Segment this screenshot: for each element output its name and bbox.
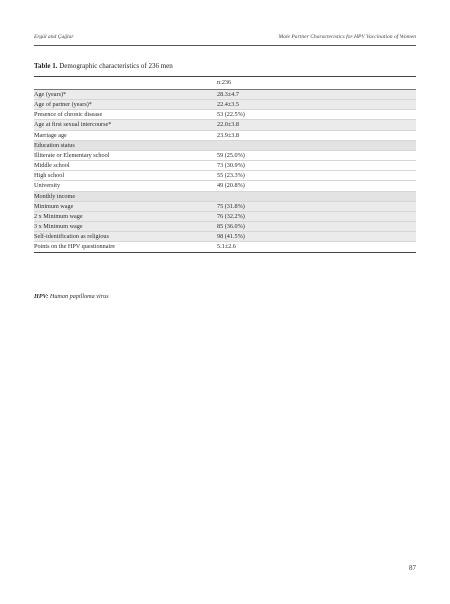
- row-value: [217, 191, 416, 201]
- row-value: 98 (41.5%): [217, 232, 416, 242]
- section-label: Education status: [34, 140, 217, 150]
- table-row: [34, 242, 416, 252]
- row-label: Marriage age: [34, 130, 217, 140]
- footnote-text: Human papilloma virus: [49, 293, 109, 300]
- row-value: 5.1±2.6: [217, 242, 416, 252]
- table-row: [34, 100, 416, 110]
- table-column-header: n:236: [217, 77, 416, 90]
- row-label: Middle school: [34, 161, 217, 171]
- table-header-row: [34, 77, 416, 90]
- header-divider: [34, 45, 416, 46]
- row-label: 3 x Minimum wage: [34, 222, 217, 232]
- demographics-table: [34, 76, 416, 253]
- row-value: [217, 140, 416, 150]
- table-section-row: [34, 140, 416, 150]
- table-row: [34, 222, 416, 232]
- row-label: High school: [34, 171, 217, 181]
- table-row: [34, 110, 416, 120]
- table-row: [34, 161, 416, 171]
- row-value: 49 (20.8%): [217, 181, 416, 191]
- row-label: Age of partner (years)*: [34, 100, 217, 110]
- row-label: Minimum wage: [34, 201, 217, 211]
- table-section-row: [34, 191, 416, 201]
- row-label: University: [34, 181, 217, 191]
- table-footnote: [34, 293, 109, 300]
- header-authors: Ergül and Çağlar: [34, 34, 74, 40]
- footnote-abbreviation: HPV:: [34, 293, 49, 300]
- row-value: 22.0±3.8: [217, 120, 416, 130]
- row-value: 55 (23.3%): [217, 171, 416, 181]
- row-label: Presence of chronic disease: [34, 110, 217, 120]
- row-label: Age at first sexual intercourse*: [34, 120, 217, 130]
- row-value: 23.9±3.8: [217, 130, 416, 140]
- table-row: [34, 90, 416, 100]
- table-caption-label: Table 1.: [34, 62, 58, 70]
- row-value: 73 (30.9%): [217, 161, 416, 171]
- row-value: 75 (31.8%): [217, 201, 416, 211]
- row-label: Illiterate or Elementary school: [34, 150, 217, 160]
- table-caption: [34, 62, 173, 70]
- row-value: 28.3±4.7: [217, 90, 416, 100]
- table-row: [34, 130, 416, 140]
- section-label: Monthly income: [34, 191, 217, 201]
- row-value: 76 (32.2%): [217, 211, 416, 221]
- row-value: 85 (36.0%): [217, 222, 416, 232]
- row-label: 2 x Minimum wage: [34, 211, 217, 221]
- row-value: 53 (22.5%): [217, 110, 416, 120]
- row-label: Age (years)*: [34, 90, 217, 100]
- table-header-blank: [34, 77, 217, 90]
- row-value: 22.4±3.5: [217, 100, 416, 110]
- row-label: Self-identification as religious: [34, 232, 217, 242]
- header-title: Male Partner Characteristics for HPV Vaccination of Women: [278, 34, 416, 40]
- table-caption-text: Demographic characteristics of 236 men: [59, 62, 173, 70]
- table-row: [34, 232, 416, 242]
- table-row: [34, 181, 416, 191]
- row-label: Points on the HPV questionnaire: [34, 242, 217, 252]
- row-value: 59 (25.0%): [217, 150, 416, 160]
- table-row: [34, 211, 416, 221]
- table-row: [34, 150, 416, 160]
- table-row: [34, 201, 416, 211]
- table-row: [34, 120, 416, 130]
- page-number: 87: [409, 564, 416, 572]
- table-row: [34, 171, 416, 181]
